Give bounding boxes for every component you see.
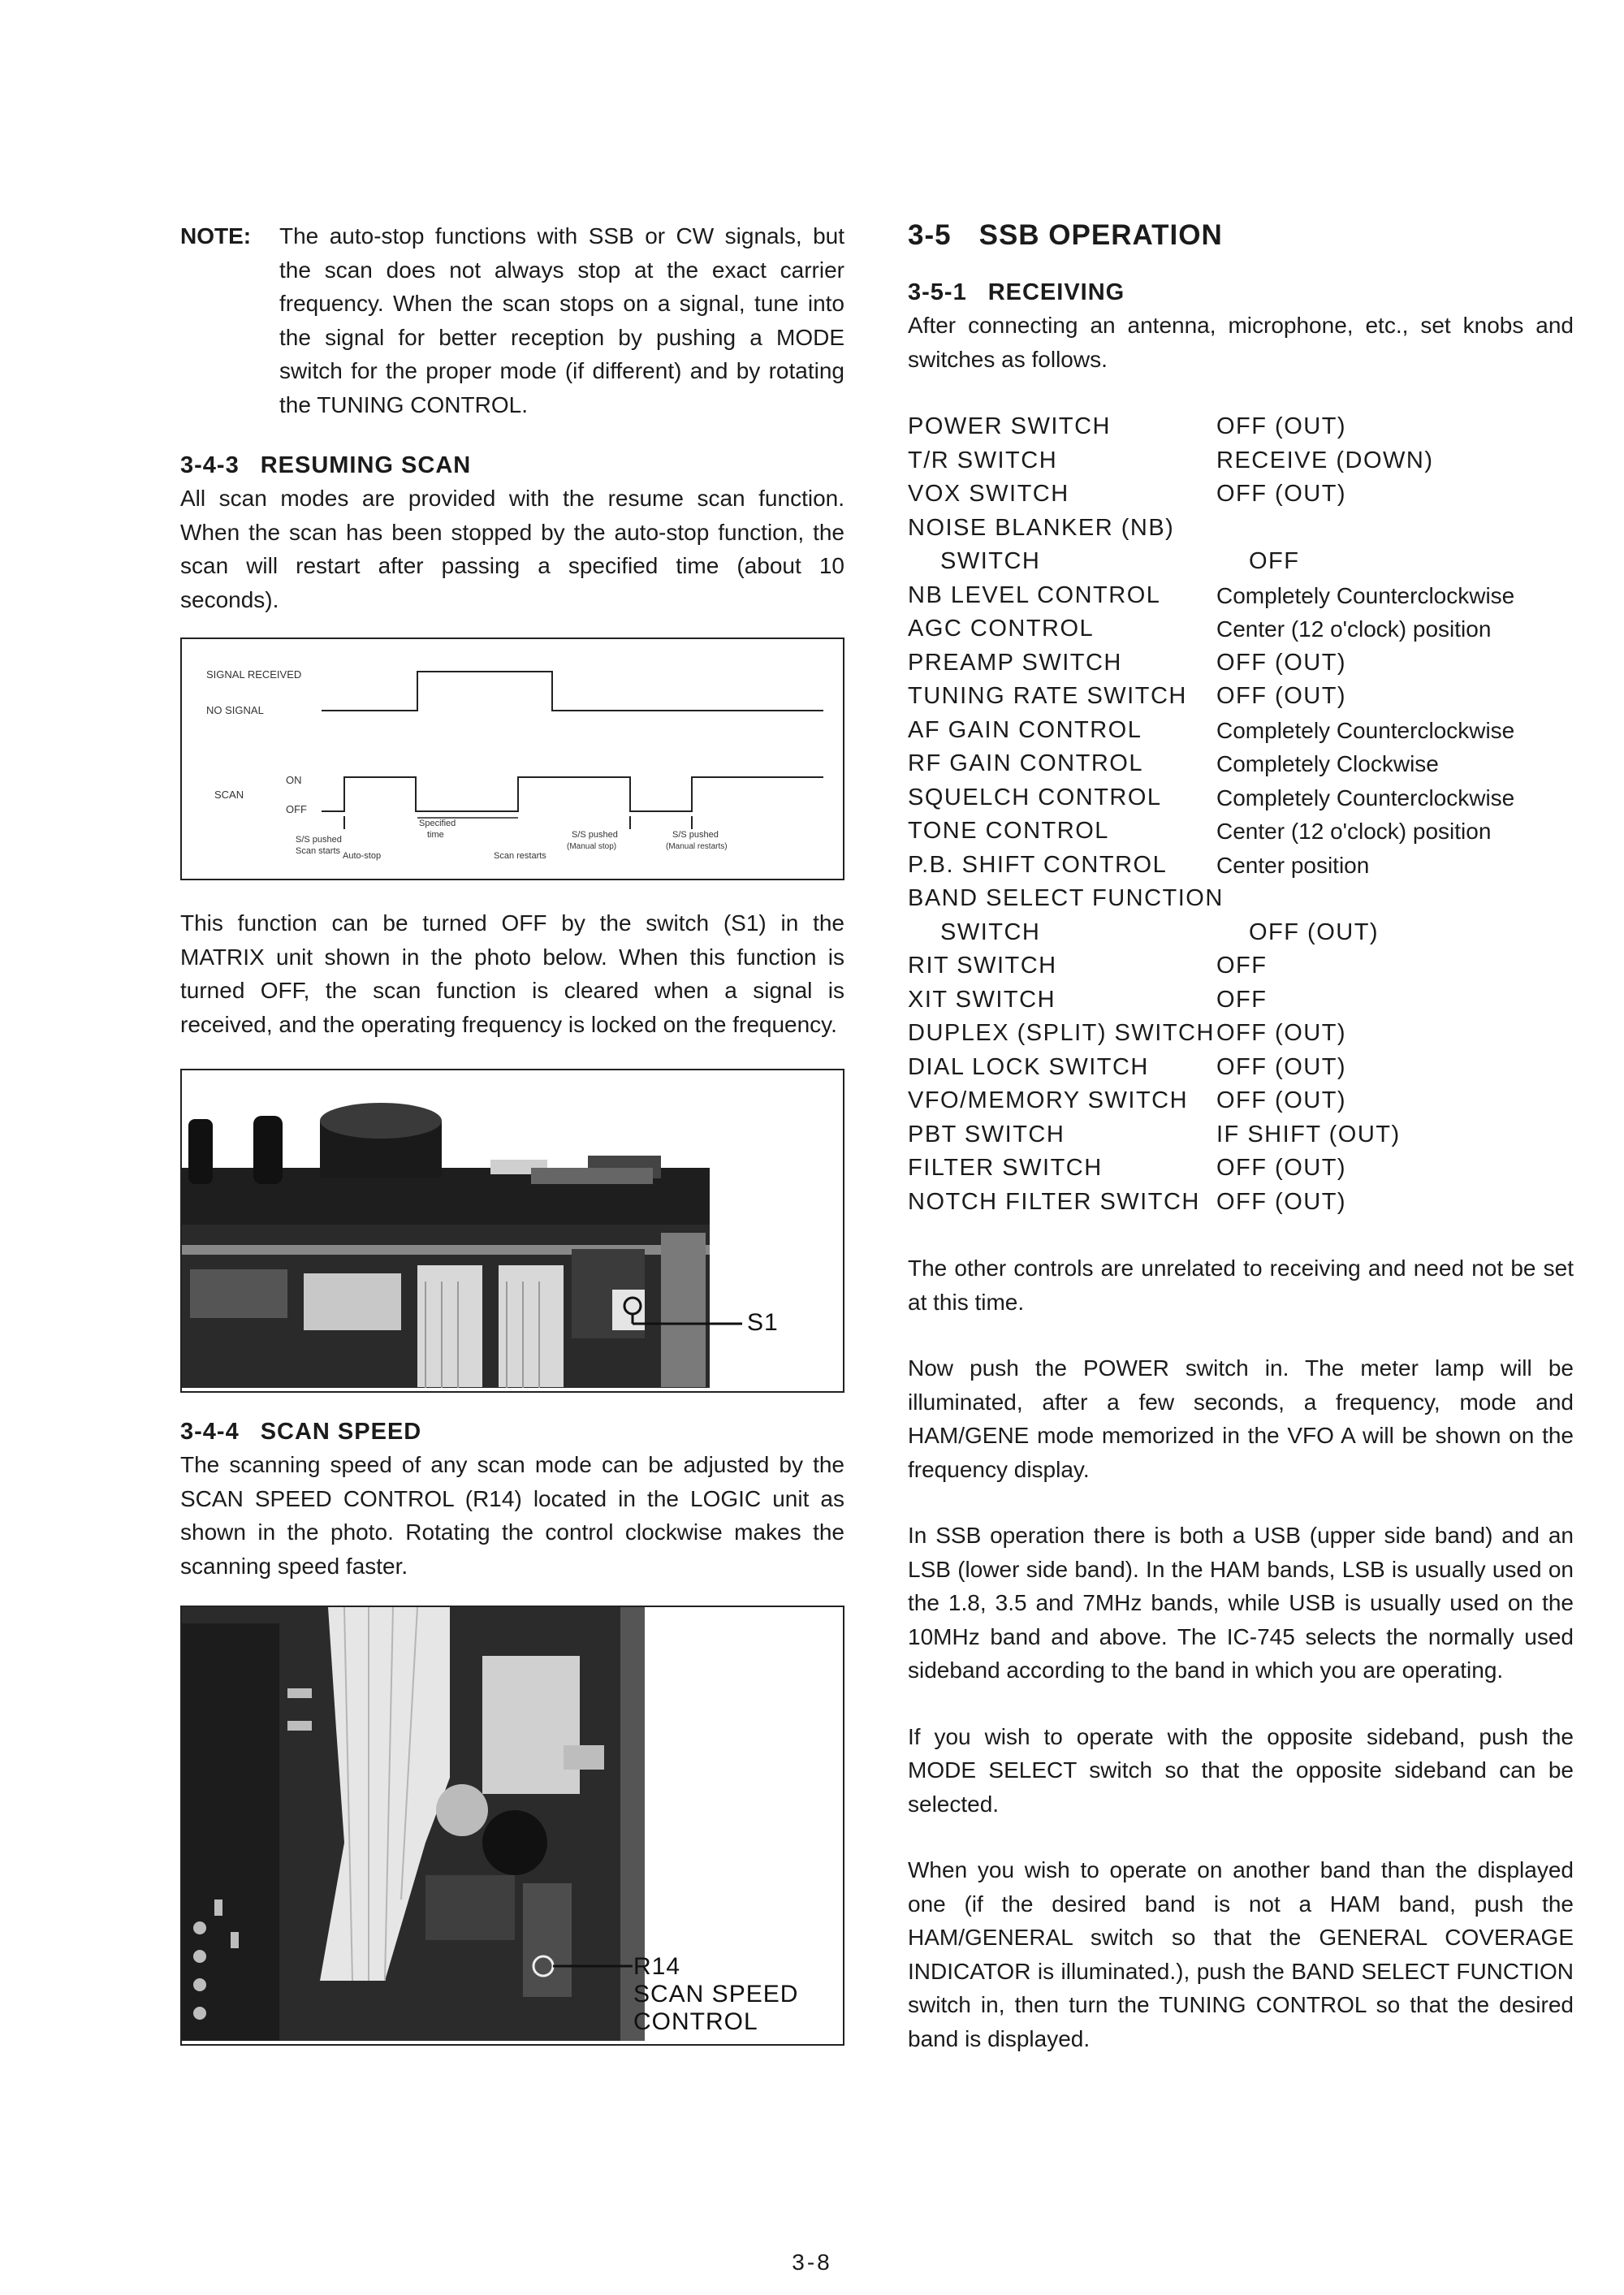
settings-row — [908, 1118, 1574, 1152]
section-title: RESUMING SCAN — [260, 452, 472, 478]
settings-row — [908, 1084, 1574, 1118]
setting-label: SWITCH — [940, 918, 1041, 945]
setting-value: OFF (OUT) — [1216, 649, 1347, 676]
setting-label: AGC CONTROL — [908, 616, 1095, 642]
setting-value: OFF (OUT) — [1216, 683, 1347, 709]
ss-pushed-label: S/S pushed — [296, 835, 342, 845]
setting-label: TONE CONTROL — [908, 818, 1109, 844]
setting-label: P.B. SHIFT CONTROL — [908, 851, 1168, 878]
setting-value: Center (12 o'clock) position — [1216, 819, 1492, 844]
section-number: 3-4-4 — [180, 1419, 240, 1445]
control-callout: CONTROL — [633, 2008, 758, 2035]
scan-label: SCAN — [214, 789, 244, 801]
on-label: ON — [286, 774, 302, 786]
setting-label: AF GAIN CONTROL — [908, 716, 1142, 743]
setting-label: FILTER SWITCH — [908, 1155, 1103, 1181]
section-number: 3-4-3 — [180, 452, 240, 478]
left-column — [180, 219, 844, 2046]
section-3-4-3-heading — [180, 449, 844, 482]
off-label: OFF — [286, 803, 307, 815]
paragraph-power: Now push the POWER switch in. The meter lamp will be illuminated, after a few seconds, a frequency, mode and HAM/GENE mode memorized in the VFO A will be shown on the frequency display. — [908, 1355, 1574, 1482]
settings-row — [908, 1186, 1574, 1220]
settings-row — [908, 714, 1574, 748]
paragraph-opposite-sideband: If you wish to operate with the opposite sideband, push the MODE SELECT switch so that the opposite sideband can be selected. — [908, 1723, 1574, 1817]
section-3-4-4-heading — [180, 1415, 844, 1448]
settings-row — [908, 410, 1574, 444]
setting-label: SWITCH — [940, 548, 1041, 574]
setting-label: VFO/MEMORY SWITCH — [908, 1087, 1189, 1113]
ss-pushed-manual-stop-label: S/S pushed — [572, 830, 618, 840]
signal-received-label: SIGNAL RECEIVED — [206, 668, 302, 681]
settings-row — [908, 579, 1574, 613]
section-number: 3-5-1 — [908, 279, 967, 305]
scan-speed-text: The scanning speed of any scan mode can be adjusted by the SCAN SPEED CONTROL (R14) located in the LOGIC unit as shown in the photo. Rotating the control clockwise makes the scanning speed faster. — [180, 1452, 844, 1579]
setting-value: OFF (OUT) — [1216, 413, 1347, 439]
section-title: RECEIVING — [987, 279, 1125, 305]
settings-row — [908, 680, 1574, 714]
setting-label: BAND SELECT FUNCTION — [908, 885, 1224, 911]
setting-label: RIT SWITCH — [908, 953, 1057, 979]
manual-stop-label: (Manual stop) — [567, 842, 617, 851]
section-title: SSB OPERATION — [978, 219, 1223, 251]
setting-value: IF SHIFT (OUT) — [1216, 1121, 1401, 1148]
section-3-5-heading — [908, 218, 1574, 253]
scan-speed-callout: SCAN SPEED — [633, 1981, 799, 2008]
note-text: The auto-stop functions with SSB or CW signals, but the scan does not always stop at the exact carrier frequency. When the scan stops on a signal, tune into the signal for better reception by pushing a MODE switch for the proper mode (if different) and by rotating the TUNING CONTROL. — [279, 223, 844, 417]
settings-row — [908, 1017, 1574, 1051]
settings-row — [908, 949, 1574, 983]
setting-value: OFF (OUT) — [1216, 1087, 1347, 1113]
no-signal-label: NO SIGNAL — [206, 704, 264, 716]
setting-value: Center position — [1216, 852, 1370, 878]
setting-label: POWER SWITCH — [908, 413, 1111, 439]
setting-value: OFF (OUT) — [1249, 918, 1380, 945]
settings-row — [908, 444, 1574, 478]
right-column — [908, 219, 1574, 2055]
setting-value: OFF — [1216, 953, 1268, 979]
setting-label: XIT SWITCH — [908, 986, 1056, 1013]
settings-row — [908, 646, 1574, 681]
signal-waveform — [322, 672, 823, 711]
settings-row — [908, 916, 1574, 950]
paragraph-sideband: In SSB operation there is both a USB (upper side band) and an LSB (lower side band). In the HAM bands, LSB is usually used on the 1.8, 3.5 and 7MHz bands, while USB is usually used on the 10MHz band and above. The IC-745 selects the normally used sideband according to the band in which you are operating. — [908, 1523, 1574, 1683]
settings-row — [908, 747, 1574, 781]
settings-row — [908, 815, 1574, 849]
settings-row — [908, 983, 1574, 1018]
setting-value: OFF (OUT) — [1216, 1188, 1347, 1215]
s1-callout: S1 — [747, 1309, 779, 1336]
r14-callout: R14 — [633, 1953, 681, 1980]
auto-stop-label: Auto-stop — [343, 851, 382, 861]
settings-row — [908, 1152, 1574, 1186]
setting-value: Completely Clockwise — [1216, 751, 1439, 776]
settings-row — [908, 781, 1574, 815]
settings-row — [908, 1051, 1574, 1085]
receiving-intro: After connecting an antenna, microphone, etc., set knobs and switches as follows. — [908, 313, 1574, 372]
setting-value: OFF — [1249, 548, 1300, 574]
settings-row — [908, 882, 1574, 916]
resuming-scan-text: All scan modes are provided with the resume scan function. When the scan has been stopped by the auto-stop function, the scan will restart after passing a specified time (about 10 seconds). — [180, 486, 844, 612]
setting-label: SQUELCH CONTROL — [908, 784, 1162, 810]
timing-chart — [182, 639, 843, 875]
setting-value: Completely Counterclockwise — [1216, 582, 1515, 608]
scan-timing-diagram — [180, 638, 844, 880]
setting-value: Center (12 o'clock) position — [1216, 616, 1492, 642]
setting-label: RF GAIN CONTROL — [908, 750, 1143, 776]
setting-label: DUPLEX (SPLIT) SWITCH — [908, 1020, 1215, 1046]
setting-label: VOX SWITCH — [908, 481, 1069, 507]
section-3-5-1-heading — [908, 276, 1574, 309]
settings-row — [908, 545, 1574, 579]
setting-value: OFF (OUT) — [1216, 1053, 1347, 1080]
setting-value: OFF (OUT) — [1216, 1020, 1347, 1046]
setting-label: NB LEVEL CONTROL — [908, 581, 1161, 608]
setting-value: Completely Counterclockwise — [1216, 717, 1515, 743]
ss-pushed-manual-restarts-label: S/S pushed — [672, 830, 719, 840]
setting-value: RECEIVE (DOWN) — [1216, 447, 1434, 473]
function-text: This function can be turned OFF by the switch (S1) in the MATRIX unit shown in the photo below. When this function is turned OFF, the scan function is cleared when a signal is received, and the operating frequency is locked on the frequency. — [180, 910, 844, 1037]
section-title: SCAN SPEED — [260, 1419, 422, 1445]
scan-starts-label: Scan starts — [296, 846, 341, 856]
setting-value — [1216, 882, 1574, 916]
logic-unit-image — [182, 1607, 843, 2041]
settings-row — [908, 849, 1574, 883]
matrix-unit-photo — [180, 1069, 844, 1393]
setting-value — [1216, 512, 1574, 546]
setting-value: OFF (OUT) — [1216, 481, 1347, 507]
settings-row — [908, 512, 1574, 546]
scan-restarts-label: Scan restarts — [494, 851, 546, 861]
setting-label: PBT SWITCH — [908, 1121, 1065, 1148]
setting-label: NOISE BLANKER (NB) — [908, 514, 1175, 541]
setting-label: T/R SWITCH — [908, 447, 1058, 473]
section-number: 3-5 — [908, 219, 952, 251]
setting-label: NOTCH FILTER SWITCH — [908, 1188, 1200, 1215]
manual-restarts-label: (Manual restarts) — [666, 842, 728, 851]
matrix-unit-image — [182, 1070, 843, 1388]
setting-label: TUNING RATE SWITCH — [908, 683, 1187, 709]
setting-label: DIAL LOCK SWITCH — [908, 1053, 1149, 1080]
setting-value: Completely Counterclockwise — [1216, 784, 1515, 810]
logic-unit-photo — [180, 1606, 844, 2046]
page-number: 3-8 — [792, 2250, 832, 2275]
setting-label: PREAMP SWITCH — [908, 649, 1122, 676]
time-label: time — [427, 830, 444, 840]
note-label: NOTE: — [180, 223, 252, 249]
settings-row — [908, 478, 1574, 512]
scan-waveform — [322, 777, 823, 811]
setting-value: OFF — [1216, 986, 1268, 1013]
paragraph-band-select: When you wish to operate on another band than the displayed one (if the desired band is not a HAM band, push the HAM/GENERAL switch so that the GENERAL COVERAGE INDICATOR is illuminated.), push the BAND SELECT FUNCTION switch in, then turn the TUNING CONTROL so that the desired band is displayed. — [908, 1857, 1574, 2051]
paragraph-other-controls: The other controls are unrelated to receiving and need not be set at this time. — [908, 1256, 1574, 1315]
setting-value: OFF (OUT) — [1216, 1155, 1347, 1181]
note-block — [180, 219, 844, 421]
settings-row — [908, 612, 1574, 646]
specified-label: Specified — [419, 819, 456, 828]
settings-table — [908, 410, 1574, 1219]
